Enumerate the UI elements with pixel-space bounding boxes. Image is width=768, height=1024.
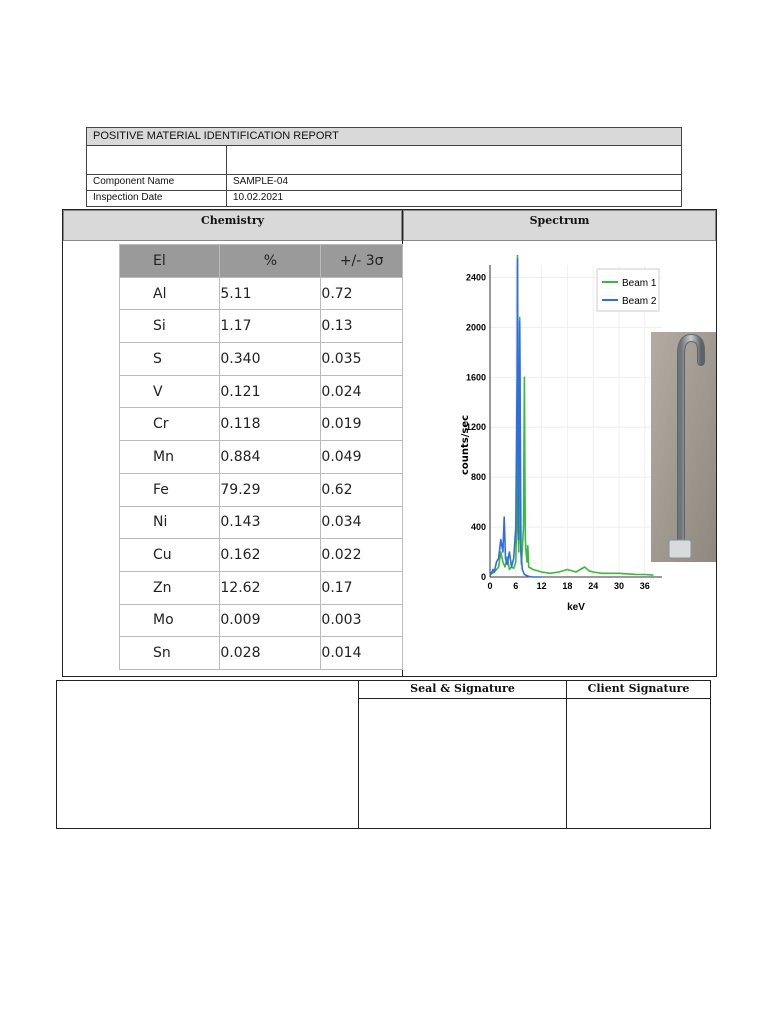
legend-label-beam2: Beam 2 [622,296,657,307]
uncertainty-cell: 0.024 [321,375,403,408]
uncertainty-cell: 0.035 [321,343,403,376]
x-tick-label: 18 [562,581,573,591]
percent-cell: 0.009 [220,604,321,637]
inspection-date-label: Inspection Date [86,191,227,207]
col-header-percent: % [220,245,321,278]
x-tick-label: 36 [639,581,650,591]
report-title: POSITIVE MATERIAL IDENTIFICATION REPORT [86,127,682,146]
y-tick-label: 2400 [465,272,486,283]
seal-signature-box [359,680,567,829]
percent-cell: 0.162 [220,539,321,572]
chemistry-header: Chemistry [63,210,402,241]
y-tick-label: 800 [470,472,486,483]
chemistry-row [120,571,403,604]
chemistry-table-header [120,245,403,278]
element-cell: Si [120,310,220,343]
y-tick-label: 0 [480,572,486,582]
element-cell: Mn [120,441,220,474]
element-cell: Zn [120,571,220,604]
percent-cell: 0.143 [220,506,321,539]
chemistry-row [120,506,403,539]
x-tick-label: 24 [588,581,599,591]
col-header-uncertainty: +/- 3σ [321,245,403,278]
client-signature-box [567,680,711,829]
component-name-label: Component Name [86,175,227,191]
uncertainty-cell: 0.62 [321,473,403,506]
percent-cell: 79.29 [220,473,321,506]
spectrum-chart [450,255,670,620]
chemistry-row [120,604,403,637]
chemistry-row [120,375,403,408]
element-cell: Al [120,277,220,310]
element-cell: Cu [120,539,220,572]
uncertainty-cell: 0.019 [321,408,403,441]
chemistry-table-body [120,277,403,669]
uncertainty-cell: 0.13 [321,310,403,343]
chemistry-row [120,539,403,572]
percent-cell: 12.62 [220,571,321,604]
uncertainty-cell: 0.022 [321,539,403,572]
uncertainty-cell: 0.034 [321,506,403,539]
x-tick-label: 12 [536,581,547,591]
chemistry-row [120,310,403,343]
header-blank-left [86,146,227,175]
x-tick-label: 30 [613,581,625,591]
uncertainty-cell: 0.003 [321,604,403,637]
inspection-date-value: 10.02.2021 [227,191,682,207]
chemistry-table [119,244,403,670]
col-header-element: El [120,245,220,278]
uncertainty-cell: 0.014 [321,637,403,670]
spectrum-header: Spectrum [403,210,716,241]
header-blank-right [227,146,682,175]
percent-cell: 0.118 [220,408,321,441]
legend-label-beam1: Beam 1 [622,278,657,289]
element-cell: V [120,375,220,408]
percent-cell: 1.17 [220,310,321,343]
element-cell: Ni [120,506,220,539]
element-cell: Mo [120,604,220,637]
chemistry-row [120,277,403,310]
chemistry-row [120,343,403,376]
seal-signature-label: Seal & Signature [359,681,566,699]
chemistry-row [120,473,403,506]
element-cell: Fe [120,473,220,506]
element-cell: Cr [120,408,220,441]
y-tick-label: 1200 [465,422,486,433]
y-tick-label: 2000 [465,322,486,333]
percent-cell: 0.884 [220,441,321,474]
element-cell: S [120,343,220,376]
client-signature-label: Client Signature [567,681,710,699]
uncertainty-cell: 0.72 [321,277,403,310]
footer-notes-box [56,680,359,829]
percent-cell: 0.028 [220,637,321,670]
percent-cell: 0.340 [220,343,321,376]
y-tick-label: 1600 [465,372,486,383]
percent-cell: 0.121 [220,375,321,408]
sample-photo [651,332,716,562]
x-tick-label: 6 [513,581,519,591]
rod-nut [669,540,691,558]
uncertainty-cell: 0.17 [321,571,403,604]
element-cell: Sn [120,637,220,670]
chemistry-row [120,637,403,670]
chemistry-row [120,441,403,474]
x-tick-label: 0 [487,581,493,591]
percent-cell: 5.11 [220,277,321,310]
component-name-value: SAMPLE-04 [227,175,682,191]
y-axis-label: counts/sec [460,414,471,476]
uncertainty-cell: 0.049 [321,441,403,474]
y-tick-label: 400 [470,522,486,533]
chemistry-row [120,408,403,441]
x-axis-label: keV [567,602,585,613]
chart-legend [597,269,659,311]
